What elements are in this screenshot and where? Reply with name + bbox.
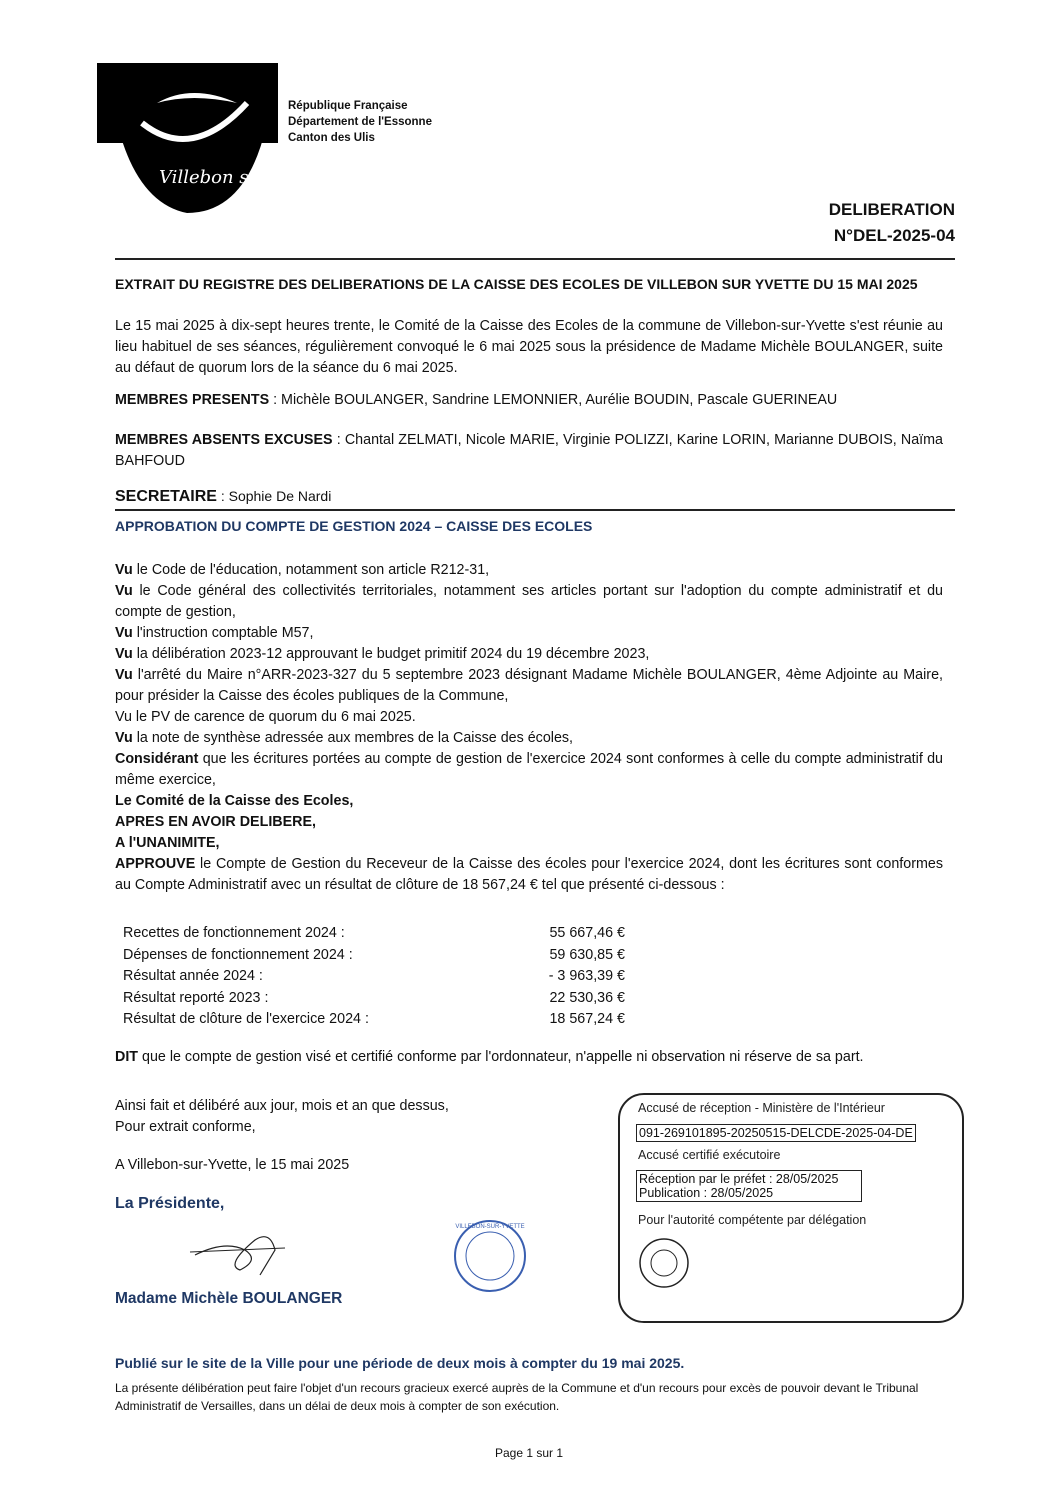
deliberation-ref: N°DEL-2025-04 <box>833 226 955 245</box>
vu-line: Vu le Code de l'éducation, notamment son article R212-31, <box>115 562 490 578</box>
dit-paragraph: DIT que le compte de gestion visé et certifié conforme par l'ordonnateur, n'appelle ni observation ni réserve de sa part. <box>115 1049 864 1065</box>
objet-title: APPROBATION DU COMPTE DE GESTION 2024 – CAISSE DES ECOLES <box>115 518 593 534</box>
membres-presents-label: MEMBRES PRESENTS <box>115 392 270 408</box>
decision-line: APRES EN AVOIR DELIBERE, <box>115 814 316 830</box>
intro-paragraph: Le 15 mai 2025 à dix-sept heures trente, le Comité de la Caisse des Ecoles de la commune de Villebon-sur-Yvette s'est réunie au lieu habituel de ses séances, régulièrement convoqué le 6 mai 2025 sous la présidence de Madame Michèle BOULANGER, suite au défaut de quorum lors de la séance du 6 mai 2025. <box>115 318 943 376</box>
results-row: Dépenses de fonctionnement 2024 : 59 630,85 € <box>123 946 625 963</box>
town-seal <box>452 1218 528 1299</box>
prefecture-seal <box>638 1237 690 1294</box>
logo-text: Villebon sur Yvette <box>159 167 333 188</box>
membres-presents <box>115 390 943 411</box>
president-name: Madame Michèle BOULANGER <box>115 1290 343 1307</box>
president-title: La Présidente, <box>115 1195 225 1212</box>
vu-line: Considérant que les écritures portées au compte de gestion de l'exercice 2024 sont conformes à celle du compte administratif du même exercice, <box>115 751 943 788</box>
page-number: Page 1 sur 1 <box>494 1446 564 1460</box>
results-row: Résultat de clôture de l'exercice 2024 : 18 567,24 € <box>123 1011 625 1027</box>
lieu-date: A Villebon-sur-Yvette, le 15 mai 2025 <box>115 1157 350 1173</box>
ainsi-fait: Ainsi fait et délibéré aux jour, mois et an que dessus, Pour extrait conforme, <box>115 1098 449 1135</box>
accuse-title: Accusé de réception - Ministère de l'Intérieur <box>638 1101 885 1115</box>
results-table <box>123 923 625 1031</box>
accuse-reception-stamp <box>618 1093 964 1323</box>
deliberation-number <box>829 197 955 249</box>
secretaire-value: : Sophie De Nardi <box>216 488 332 504</box>
membres-presents-value: : Michèle BOULANGER, Sandrine LEMONNIER, Aurélie BOUDIN, Pascale GUERINEAU <box>269 392 838 408</box>
header-line: Département de l'Essonne <box>288 116 432 128</box>
vu-line: Vu le PV de carence de quorum du 6 mai 2025. <box>115 709 416 725</box>
secretaire-label: SECRETAIRE <box>115 488 217 505</box>
membres-absents-value: : Chantal ZELMATI, Nicole MARIE, Virginie POLIZZI, Karine LORIN, Marianne DUBOIS, Naïma BAHFOUD <box>115 432 943 469</box>
header-line: République Française <box>288 100 408 112</box>
accuse-certifie: Accusé certifié exécutoire <box>638 1148 781 1162</box>
vu-line: Vu la délibération 2023-12 approuvant le budget primitif 2024 du 19 décembre 2023, <box>115 646 650 662</box>
vu-line: Vu l'instruction comptable M57, <box>115 625 314 641</box>
vu-line: Vu l'arrêté du Maire n°ARR-2023-327 du 5 septembre 2023 désignant Madame Michèle BOULANGER, 4ème Adjointe au Maire, pour présider la Caisse des écoles publiques de la Commune, <box>115 667 943 704</box>
membres-absents-label: MEMBRES ABSENTS EXCUSES <box>115 432 333 448</box>
decision-line: Le Comité de la Caisse des Ecoles, <box>115 793 354 809</box>
accuse-dates: Réception par le préfet : 28/05/2025 Publication : 28/05/2025 <box>636 1170 862 1202</box>
signature <box>185 1220 295 1285</box>
deliberation-title: DELIBERATION <box>828 200 955 219</box>
approuve-line: APPROUVE le Compte de Gestion du Receveur de la Caisse des écoles pour l'exercice 2024, dont les écritures sont conformes au Compte Administratif avec un résultat de clôture de 18 567,24 € tel que présenté ci-dessous : <box>115 856 943 893</box>
membres-absents <box>115 430 943 472</box>
recours-notice: La présente délibération peut faire l'objet d'un recours gracieux exercé auprès de la Commune et d'un recours pour excès de pouvoir devant le Tribunal Administratif de Versailles, dans un délai de deux mois à compter de son exécution. <box>115 1381 919 1413</box>
results-row: Résultat reporté 2023 : 22 530,36 € <box>123 989 625 1006</box>
accuse-autorite: Pour l'autorité compétente par délégation <box>638 1213 867 1227</box>
extrait-title: EXTRAIT DU REGISTRE DES DELIBERATIONS DE LA CAISSE DES ECOLES DE VILLEBON SUR YVETTE DU 15 MAI 2025 <box>115 276 918 292</box>
publication-notice: Publié sur le site de la Ville pour une période de deux mois à compter du 19 mai 2025. <box>115 1355 685 1371</box>
considerants <box>115 560 943 896</box>
secretaire <box>115 488 955 511</box>
results-row: Recettes de fonctionnement 2024 : 55 667,46 € <box>123 925 625 941</box>
vu-line: Vu le Code général des collectivités territoriales, notamment ses articles portant sur l'adoption du compte administratif et du compte de gestion, <box>115 583 943 620</box>
divider <box>115 258 955 260</box>
header-line: Canton des Ulis <box>288 132 375 144</box>
svg-text:VILLEBON-SUR-YVETTE: VILLEBON-SUR-YVETTE <box>455 1224 525 1230</box>
accuse-id: 091-269101895-20250515-DELCDE-2025-04-DE <box>636 1124 916 1142</box>
vu-line: Vu la note de synthèse adressée aux membres de la Caisse des écoles, <box>115 730 574 746</box>
header-lines <box>288 98 432 146</box>
results-row: Résultat année 2024 : - 3 963,39 € <box>123 968 625 984</box>
decision-line: A l'UNANIMITE, <box>115 835 220 851</box>
